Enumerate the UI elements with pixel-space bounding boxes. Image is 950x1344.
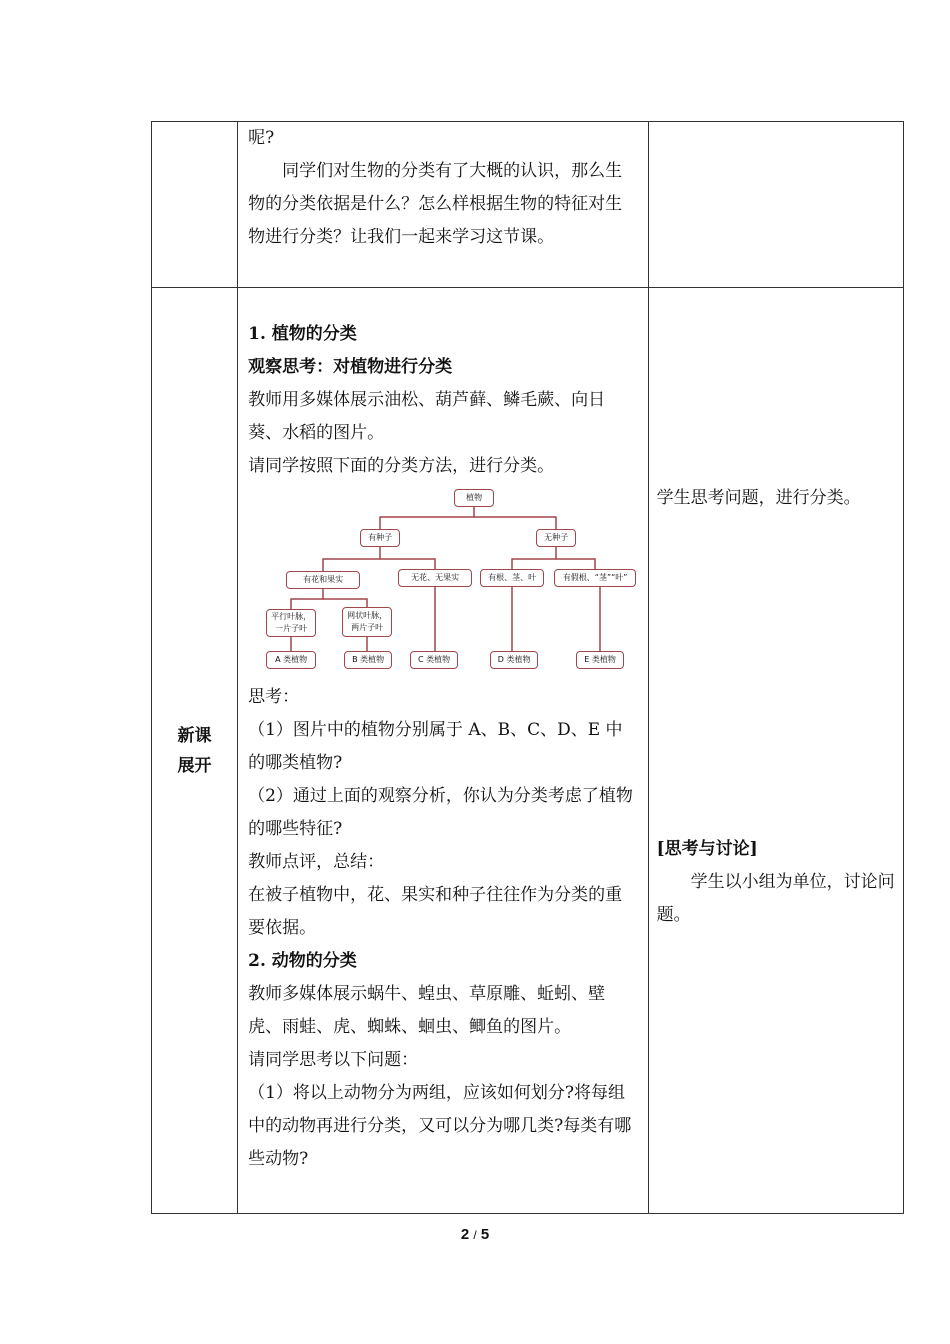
page-separator: / (473, 1228, 477, 1242)
plant-classification-diagram (258, 485, 638, 677)
section-label-text: 新课展开 (177, 725, 212, 776)
section-label-cell (152, 288, 238, 1214)
node-root: 植物 (454, 489, 494, 507)
paragraph: 教师用多媒体展示油松、葫芦藓、鳞毛蕨、向日葵、水稻的图片。 (248, 390, 606, 444)
paragraph: 教师多媒体展示蜗牛、蝗虫、草原雕、蚯蚓、壁虎、雨蛙、虎、蜘蛛、蛔虫、鲫鱼的图片。 (248, 984, 606, 1038)
node-fakeroots: 有假根、“茎”“叶” (554, 569, 636, 587)
connector-line (556, 559, 595, 569)
node-a: A 类植物 (266, 651, 316, 669)
node-c: C 类植物 (410, 651, 458, 669)
connector-line (323, 547, 380, 571)
connector-line (323, 599, 367, 607)
node-noflower: 无花、无果实 (398, 569, 472, 587)
heading-animals: 2. 动物的分类 (248, 951, 357, 972)
node-noseed: 无种子 (536, 529, 576, 547)
node-d: D 类植物 (490, 651, 538, 669)
question-2: （2）通过上面的观察分析，你认为分类考虑了植物的哪些特征? (248, 786, 633, 840)
lesson-table (151, 121, 904, 1214)
connector-line (474, 517, 556, 529)
page-number (0, 1226, 950, 1243)
label-cell-empty (152, 122, 238, 288)
student-activity: 学生思考问题，进行分类。 (656, 488, 861, 509)
connector-line (380, 559, 435, 569)
text-line: 呢? (248, 128, 275, 148)
current-page: 2 (460, 1226, 470, 1243)
question-3: （1）将以上动物分为两组，应该如何划分?将每组中的动物再进行分类，又可以分为哪几类?每类有哪些动物? (248, 1083, 632, 1170)
connector-line (380, 507, 474, 529)
conclusion: 在被子植物中，花、果实和种子往往作为分类的重要依据。 (248, 885, 623, 939)
main-cell (238, 288, 649, 1214)
heading-plants: 1. 植物的分类 (248, 324, 357, 345)
table-row (152, 288, 904, 1214)
discussion-text: 学生以小组为单位，讨论问题。 (656, 872, 895, 926)
node-seed: 有种子 (360, 529, 400, 547)
question-1: （1）图片中的植物分别属于 A、B、C、D、E 中的哪类植物? (248, 720, 623, 774)
node-roots: 有根、茎、叶 (480, 569, 544, 587)
think-label: 思考： (248, 687, 300, 708)
review-label: 教师点评，总结： (248, 852, 385, 873)
main-cell (238, 122, 649, 288)
subheading-observe: 观察思考：对植物进行分类 (248, 357, 453, 378)
node-parallel: 平行叶脉，一片子叶 (266, 609, 316, 637)
total-pages: 5 (480, 1226, 490, 1243)
node-e: E 类植物 (576, 651, 624, 669)
section-label (152, 721, 237, 781)
node-netted: 网状叶脉，两片子叶 (342, 607, 392, 637)
node-b: B 类植物 (344, 651, 392, 669)
discussion-title: [思考与讨论] (656, 839, 758, 860)
node-flower: 有花和果实 (286, 571, 360, 589)
table-row (152, 122, 904, 288)
paragraph: 请同学按照下面的分类方法，进行分类。 (248, 456, 555, 477)
paragraph: 请同学思考以下问题： (248, 1050, 419, 1071)
connector-line (512, 547, 556, 569)
side-cell (648, 288, 903, 1214)
connector-line (291, 589, 323, 609)
intro-paragraph: 同学们对生物的分类有了大概的认识，那么生物的分类依据是什么？怎么样根据生物的特征对生物进行分类？让我们一起来学习这节课。 (248, 161, 623, 247)
side-cell-empty (648, 122, 903, 288)
